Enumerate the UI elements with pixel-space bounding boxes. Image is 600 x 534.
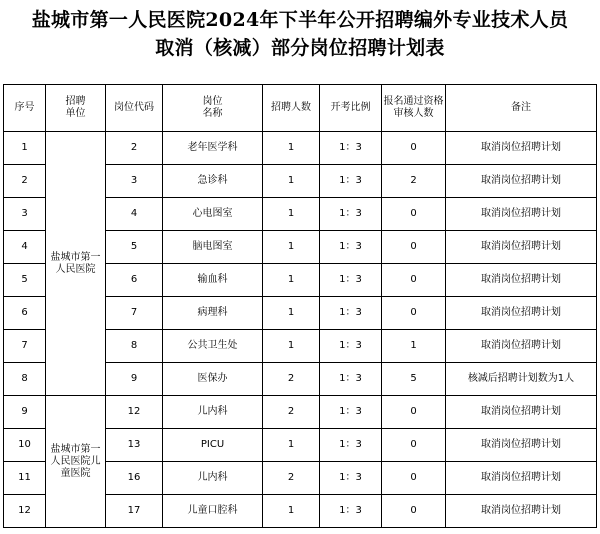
cell-code: 3 — [106, 165, 163, 198]
cell-passed: 2 — [382, 165, 446, 198]
cell-count: 2 — [263, 462, 320, 495]
cell-passed: 0 — [382, 396, 446, 429]
unit-name: 盐城市第一人民医院儿童医院 — [50, 443, 101, 479]
cell-count: 1 — [263, 231, 320, 264]
cell-seq: 8 — [4, 363, 46, 396]
cell-count: 1 — [263, 165, 320, 198]
header-passed-text: 报名通过资格审核人数 — [383, 96, 444, 119]
cell-unit-children-hospital — [46, 396, 106, 528]
cell-ratio: 1：3 — [320, 429, 382, 462]
header-name — [163, 85, 263, 132]
cell-code: 9 — [106, 363, 163, 396]
cell-note: 取消岗位招聘计划 — [446, 198, 597, 231]
header-count-text: 招聘人数 — [271, 102, 311, 113]
cell-code: 16 — [106, 462, 163, 495]
cell-ratio: 1：3 — [320, 198, 382, 231]
cell-code: 17 — [106, 495, 163, 528]
cell-ratio: 1：3 — [320, 165, 382, 198]
cell-count: 1 — [263, 132, 320, 165]
cell-ratio: 1：3 — [320, 462, 382, 495]
cell-code: 5 — [106, 231, 163, 264]
header-count — [263, 85, 320, 132]
cell-note: 取消岗位招聘计划 — [446, 495, 597, 528]
cell-seq: 4 — [4, 231, 46, 264]
cell-note: 取消岗位招聘计划 — [446, 264, 597, 297]
cell-name: PICU — [163, 429, 263, 462]
cell-note: 取消岗位招聘计划 — [446, 132, 597, 165]
cell-count: 1 — [263, 297, 320, 330]
cell-passed: 0 — [382, 264, 446, 297]
header-code-text: 岗位代码 — [114, 102, 154, 113]
cell-count: 2 — [263, 396, 320, 429]
recruitment-table — [3, 84, 597, 528]
header-code — [106, 85, 163, 132]
header-ratio-text: 开考比例 — [330, 102, 371, 113]
cell-name: 病理科 — [163, 297, 263, 330]
cell-seq: 11 — [4, 462, 46, 495]
header-row — [4, 85, 597, 132]
cell-passed: 0 — [382, 429, 446, 462]
cell-code: 7 — [106, 297, 163, 330]
cell-passed: 5 — [382, 363, 446, 396]
cell-unit-first-hospital — [46, 132, 106, 396]
header-note — [446, 85, 597, 132]
table-header — [4, 85, 597, 132]
cell-name: 心电图室 — [163, 198, 263, 231]
unit-name: 盐城市第一人民医院 — [50, 251, 101, 275]
cell-count: 1 — [263, 495, 320, 528]
cell-count: 1 — [263, 429, 320, 462]
cell-name: 脑电图室 — [163, 231, 263, 264]
cell-name: 老年医学科 — [163, 132, 263, 165]
cell-passed: 1 — [382, 330, 446, 363]
cell-passed: 0 — [382, 462, 446, 495]
cell-code: 13 — [106, 429, 163, 462]
cell-name: 儿童口腔科 — [163, 495, 263, 528]
document-title — [0, 6, 600, 62]
cell-ratio: 1：3 — [320, 264, 382, 297]
cell-ratio: 1：3 — [320, 363, 382, 396]
cell-ratio: 1：3 — [320, 396, 382, 429]
cell-seq: 5 — [4, 264, 46, 297]
cell-name: 儿内科 — [163, 462, 263, 495]
cell-note: 取消岗位招聘计划 — [446, 231, 597, 264]
title-line-2: 取消（核减）部分岗位招聘计划表 — [155, 37, 445, 59]
cell-note: 取消岗位招聘计划 — [446, 396, 597, 429]
header-seq — [4, 85, 46, 132]
cell-passed: 0 — [382, 198, 446, 231]
cell-seq: 9 — [4, 396, 46, 429]
cell-name: 儿内科 — [163, 396, 263, 429]
cell-note: 取消岗位招聘计划 — [446, 429, 597, 462]
cell-seq: 2 — [4, 165, 46, 198]
cell-passed: 0 — [382, 132, 446, 165]
cell-ratio: 1：3 — [320, 330, 382, 363]
cell-count: 2 — [263, 363, 320, 396]
cell-seq: 1 — [4, 132, 46, 165]
cell-seq: 3 — [4, 198, 46, 231]
cell-note: 核减后招聘计划数为1人 — [446, 363, 597, 396]
cell-ratio: 1：3 — [320, 297, 382, 330]
cell-note: 取消岗位招聘计划 — [446, 330, 597, 363]
table-body — [4, 132, 597, 528]
header-unit-text: 招聘单位 — [65, 96, 86, 119]
title-line-1: 盐城市第一人民医院2024年下半年公开招聘编外专业技术人员 — [31, 9, 569, 31]
header-passed — [382, 85, 446, 132]
cell-code: 2 — [106, 132, 163, 165]
cell-note: 取消岗位招聘计划 — [446, 297, 597, 330]
cell-name: 急诊科 — [163, 165, 263, 198]
cell-ratio: 1：3 — [320, 132, 382, 165]
cell-note: 取消岗位招聘计划 — [446, 462, 597, 495]
cell-code: 4 — [106, 198, 163, 231]
cell-seq: 7 — [4, 330, 46, 363]
cell-seq: 6 — [4, 297, 46, 330]
cell-name: 公共卫生处 — [163, 330, 263, 363]
table-row — [4, 396, 597, 429]
cell-name: 医保办 — [163, 363, 263, 396]
cell-code: 12 — [106, 396, 163, 429]
cell-ratio: 1：3 — [320, 231, 382, 264]
header-note-text: 备注 — [511, 102, 531, 113]
table-row — [4, 132, 597, 165]
cell-count: 1 — [263, 264, 320, 297]
cell-name: 输血科 — [163, 264, 263, 297]
cell-ratio: 1：3 — [320, 495, 382, 528]
cell-passed: 0 — [382, 495, 446, 528]
header-unit — [46, 85, 106, 132]
header-ratio — [320, 85, 382, 132]
cell-count: 1 — [263, 198, 320, 231]
cell-passed: 0 — [382, 297, 446, 330]
cell-seq: 10 — [4, 429, 46, 462]
cell-seq: 12 — [4, 495, 46, 528]
header-name-text: 岗位名称 — [202, 96, 223, 119]
cell-note: 取消岗位招聘计划 — [446, 165, 597, 198]
cell-count: 1 — [263, 330, 320, 363]
cell-code: 6 — [106, 264, 163, 297]
cell-passed: 0 — [382, 231, 446, 264]
cell-code: 8 — [106, 330, 163, 363]
header-seq-text: 序号 — [14, 102, 35, 113]
